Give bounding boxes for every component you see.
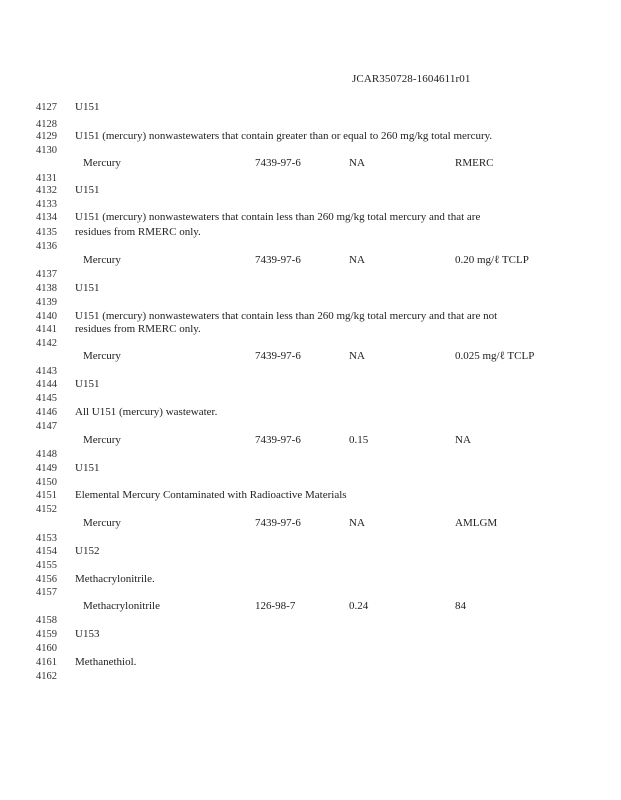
line-number: 4134 xyxy=(36,212,57,223)
nonwastewater-standard: 0.025 mg/ℓ TCLP xyxy=(455,350,535,362)
waste-description: U151 (mercury) nonwastewaters that contain greater than or equal to 260 mg/kg total mercury. xyxy=(75,130,493,142)
constituent-name: Mercury xyxy=(83,434,121,446)
line-number: 4152 xyxy=(36,504,57,515)
wastewater-standard: NA xyxy=(349,157,365,169)
line-number: 4148 xyxy=(36,449,57,460)
wastewater-standard: NA xyxy=(349,350,365,362)
line-number: 4150 xyxy=(36,477,57,488)
nonwastewater-standard: 0.20 mg/ℓ TCLP xyxy=(455,254,529,266)
constituent-name: Mercury xyxy=(83,350,121,362)
cas-number: 7439-97-6 xyxy=(255,157,301,169)
line-number: 4135 xyxy=(36,227,57,238)
line-number: 4140 xyxy=(36,311,57,322)
line-number: 4153 xyxy=(36,533,57,544)
line-number: 4156 xyxy=(36,574,57,585)
line-number: 4138 xyxy=(36,283,57,294)
line-number: 4160 xyxy=(36,643,57,654)
line-number: 4149 xyxy=(36,463,57,474)
line-number: 4133 xyxy=(36,199,57,210)
waste-description: Methacrylonitrile. xyxy=(75,573,155,585)
line-number: 4128 xyxy=(36,119,57,130)
line-number: 4144 xyxy=(36,379,57,390)
line-number: 4154 xyxy=(36,546,57,557)
wastewater-standard: NA xyxy=(349,254,365,266)
cas-number: 7439-97-6 xyxy=(255,350,301,362)
cas-number: 7439-97-6 xyxy=(255,254,301,266)
line-number: 4146 xyxy=(36,407,57,418)
waste-description: residues from RMERC only. xyxy=(75,226,201,238)
document-id: JCAR350728-1604611r01 xyxy=(352,73,471,85)
wastewater-standard: NA xyxy=(349,517,365,529)
cas-number: 7439-97-6 xyxy=(255,434,301,446)
waste-code: U151 xyxy=(75,184,100,196)
waste-code: U152 xyxy=(75,545,100,557)
wastewater-standard: 0.24 xyxy=(349,600,369,612)
line-number: 4162 xyxy=(36,671,57,682)
waste-description: U151 (mercury) nonwastewaters that contain less than 260 mg/kg total mercury and that are not xyxy=(75,310,498,322)
line-number: 4130 xyxy=(36,145,57,156)
line-number: 4141 xyxy=(36,324,57,335)
wastewater-standard: 0.15 xyxy=(349,434,369,446)
line-number: 4147 xyxy=(36,421,57,432)
line-number: 4137 xyxy=(36,269,57,280)
line-number: 4129 xyxy=(36,131,57,142)
cas-number: 126-98-7 xyxy=(255,600,296,612)
line-number: 4155 xyxy=(36,560,57,571)
constituent-name: Mercury xyxy=(83,157,121,169)
constituent-name: Mercury xyxy=(83,517,121,529)
line-number: 4139 xyxy=(36,297,57,308)
waste-description: U151 (mercury) nonwastewaters that contain less than 260 mg/kg total mercury and that are xyxy=(75,211,481,223)
line-number: 4157 xyxy=(36,587,57,598)
line-number: 4127 xyxy=(36,102,57,113)
constituent-name: Methacrylonitrile xyxy=(83,600,160,612)
waste-description: Methanethiol. xyxy=(75,656,137,668)
line-number: 4145 xyxy=(36,393,57,404)
line-number: 4143 xyxy=(36,366,57,377)
waste-description: All U151 (mercury) wastewater. xyxy=(75,406,218,418)
cas-number: 7439-97-6 xyxy=(255,517,301,529)
line-number: 4159 xyxy=(36,629,57,640)
line-number: 4151 xyxy=(36,490,57,501)
nonwastewater-standard: NA xyxy=(455,434,471,446)
line-number: 4161 xyxy=(36,657,57,668)
waste-code: U151 xyxy=(75,378,100,390)
line-number: 4131 xyxy=(36,173,57,184)
waste-description: residues from RMERC only. xyxy=(75,323,201,335)
nonwastewater-standard: AMLGM xyxy=(455,517,498,529)
waste-description: Elemental Mercury Contaminated with Radioactive Materials xyxy=(75,489,347,501)
nonwastewater-standard: RMERC xyxy=(455,157,494,169)
waste-code: U151 xyxy=(75,462,100,474)
line-number: 4142 xyxy=(36,338,57,349)
constituent-name: Mercury xyxy=(83,254,121,266)
waste-code: U153 xyxy=(75,628,100,640)
waste-code: U151 xyxy=(75,282,100,294)
line-number: 4132 xyxy=(36,185,57,196)
nonwastewater-standard: 84 xyxy=(455,600,466,612)
line-number: 4136 xyxy=(36,241,57,252)
waste-code: U151 xyxy=(75,101,100,113)
line-number: 4158 xyxy=(36,615,57,626)
